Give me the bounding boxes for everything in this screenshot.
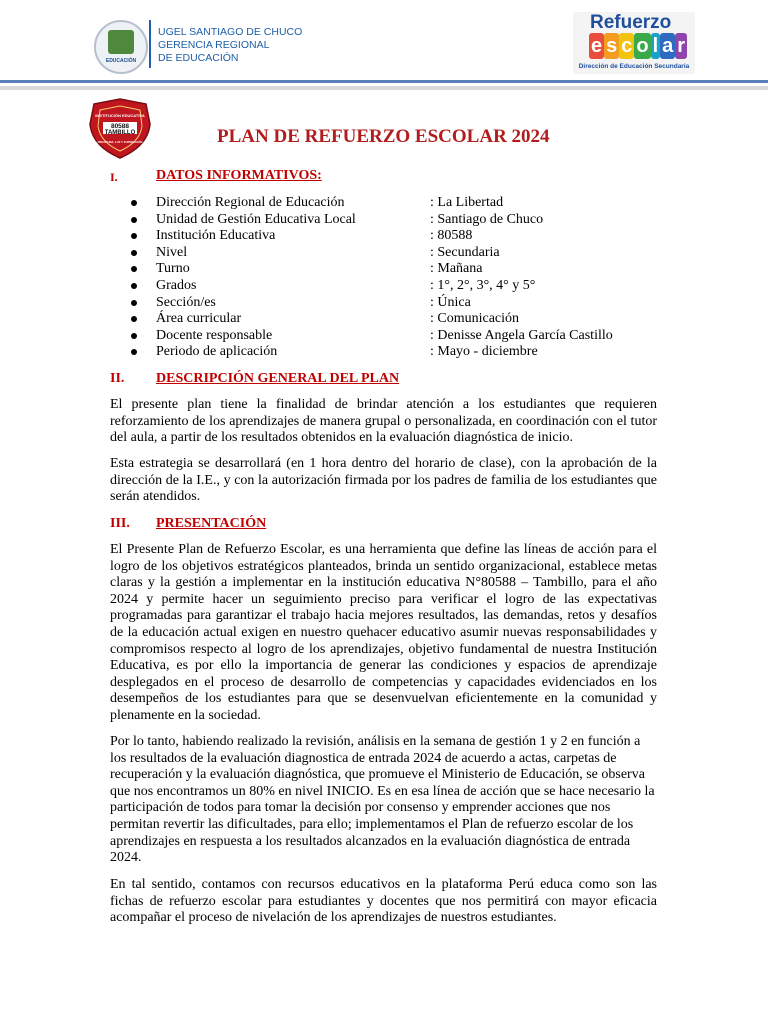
refuerzo-escolar-logo [573, 12, 695, 74]
badge-name: TAMBILLO [104, 130, 136, 136]
ugel-line-3: DE EDUCACIÓN [158, 52, 239, 64]
bullet-icon [131, 217, 137, 223]
escolar-letter: a [662, 35, 674, 57]
bullet-icon [131, 316, 137, 322]
bullet-icon [131, 300, 137, 306]
bullet-icon [131, 250, 137, 256]
section-2-number: II. [110, 371, 125, 386]
ugel-name [158, 26, 302, 65]
section-3-paragraph-1: El Presente Plan de Refuerzo Escolar, es una herramienta que define las líneas de acción para el logro de los objetivos estratégicos planteados, brinda un sentido organizacional, establece metas claras y la gestión a implementar en la institución educativa N°80588 – Tambillo, para el año 2024 y permite hacer un seguimiento preciso para verificar el logro de las expectativas programadas para garantizar el trabajo hacia mejores resultados, las demandas, retos y desafíos de la educación actual exigen en nuestro quehacer educativo asumir nuevas responsabilidades y compromisos respecto al logro de los aprendizajes, objetivo fundamental de nuestra Institución Educativa, es por ello la importancia de generar las condiciones y espacios de aprendizaje desplegados en el proceso de desarrollo de competencias y capacidades evidenciados en los desempeños de los estudiantes para que se desenvuelvan eficientemente en la comunidad y plenamente en la sociedad. [110, 542, 657, 723]
info-value: : 80588 [430, 228, 473, 244]
seal-emblem-icon [108, 30, 134, 54]
ugel-line-1: UGEL SANTIAGO DE CHUCO [158, 26, 303, 38]
ugel-seal-logo [94, 20, 148, 74]
info-row [0, 328, 768, 345]
badge-number: 80588 [110, 123, 130, 130]
section-3-number: III. [110, 516, 130, 531]
info-row [0, 245, 768, 262]
section-1-number: I. [110, 170, 118, 184]
section-2-paragraph-2: Esta estrategia se desarrollará (en 1 hora dentro del horario de clase), con la aprobación de la dirección de la I.E., y con la autorización firmada por los padres de familia de los estudiantes que serán atendidos. [110, 456, 657, 505]
info-row [0, 278, 768, 295]
escolar-letter: o [636, 35, 649, 57]
info-row [0, 195, 768, 212]
info-label: Docente responsable [156, 327, 273, 343]
ugel-line-2: GERENCIA REGIONAL [158, 39, 270, 51]
info-value: : Denisse Angela García Castillo [430, 327, 613, 343]
escolar-letter: r [677, 35, 686, 57]
refuerzo-word: Refuerzo [590, 12, 672, 33]
info-label: Área curricular [156, 311, 242, 327]
escolar-letter: e [591, 35, 603, 57]
info-label: Sección/es [156, 294, 216, 310]
info-row [0, 311, 768, 328]
badge-motto: DISCIPLINA, LUZ Y SUPERACIÓN [97, 140, 143, 144]
info-label: Unidad de Gestión Educativa Local [156, 211, 356, 227]
info-value: : Única [430, 294, 471, 310]
info-label: Turno [156, 261, 190, 277]
header-rule-grey [0, 86, 768, 90]
page-header [0, 0, 768, 90]
bullet-icon [131, 200, 137, 206]
section-3-heading: PRESENTACIÓN [156, 516, 267, 531]
info-value: : 1°, 2°, 3°, 4° y 5° [430, 278, 536, 293]
info-row [0, 228, 768, 245]
info-value: : Mañana [430, 261, 483, 277]
info-row [0, 261, 768, 278]
info-value: : Santiago de Chuco [430, 211, 544, 227]
info-label: Nivel [156, 244, 188, 260]
document-title: PLAN DE REFUERZO ESCOLAR 2024 [217, 126, 550, 147]
info-label: Periodo de aplicación [156, 344, 278, 360]
bullet-icon [131, 233, 137, 239]
info-row [0, 344, 768, 361]
escolar-letter: l [652, 35, 659, 57]
info-value: : Comunicación [430, 311, 520, 327]
section-2-heading: DESCRIPCIÓN GENERAL DEL PLAN [156, 371, 400, 386]
section-3-paragraph-2: Por lo tanto, habiendo realizado la revisión, análisis en la semana de gestión 1 y 2 en función a los resultados de la evaluación diagnostica de entrada 2024 de acuerdo a actas, carpetas de recuperación y la evaluación diagnóstica, que promueve el Ministerio de Educación, se observa que nos encontramos un 80% en nivel INICIO. Es en esa línea de acción que se hace necesario la participación de todos para tomar la decisión por consenso y emprender acciones que nos permitan revertir las dificultades, para ello; implementamos el Plan de refuerzo escolar de los aprendizajes en respuesta a los resultados alcanzados en la evaluación diagnóstica de entrada 2024. [110, 734, 655, 866]
header-rule-blue [0, 80, 768, 83]
info-row [0, 295, 768, 312]
ugel-seal-caption: EDUCACIÓN [105, 58, 137, 64]
badge-top-text: INSTITUCIÓN EDUCATIVA [95, 113, 145, 118]
info-label: Institución Educativa [156, 228, 276, 244]
ugel-divider [149, 20, 151, 68]
escolar-word [589, 33, 687, 59]
info-value: : Secundaria [430, 244, 500, 260]
refuerzo-subtitle: Dirección de Educación Secundaria [578, 63, 690, 70]
info-label: Grados [156, 278, 197, 293]
bullet-icon [131, 349, 137, 355]
school-badge-logo [86, 98, 154, 160]
info-row [0, 212, 768, 229]
section-3-paragraph-3: En tal sentido, contamos con recursos educativos en la plataforma Perú educa como son las fichas de refuerzo escolar para estudiantes y docentes que nos permitirá con mayor eficacia acompañar el proceso de nivelación de los aprendizajes de nuestros estudiantes. [110, 877, 657, 926]
bullet-icon [131, 283, 137, 289]
section-1-heading: DATOS INFORMATIVOS: [156, 168, 322, 183]
escolar-letter: c [621, 35, 633, 57]
section-2-paragraph-1: El presente plan tiene la finalidad de brindar atención a los estudiantes que requieren reforzamiento de los aprendizajes de manera grupal o personalizada, en coordinación con el tutor del aula, a partir de los resultados obtenidos en la evaluación diagnóstica de inicio. [110, 397, 657, 446]
info-value: : La Libertad [430, 195, 504, 210]
escolar-letter: s [606, 35, 618, 57]
info-label: Dirección Regional de Educación [156, 195, 345, 210]
bullet-icon [131, 333, 137, 339]
info-value: : Mayo - diciembre [430, 344, 538, 360]
bullet-icon [131, 266, 137, 272]
